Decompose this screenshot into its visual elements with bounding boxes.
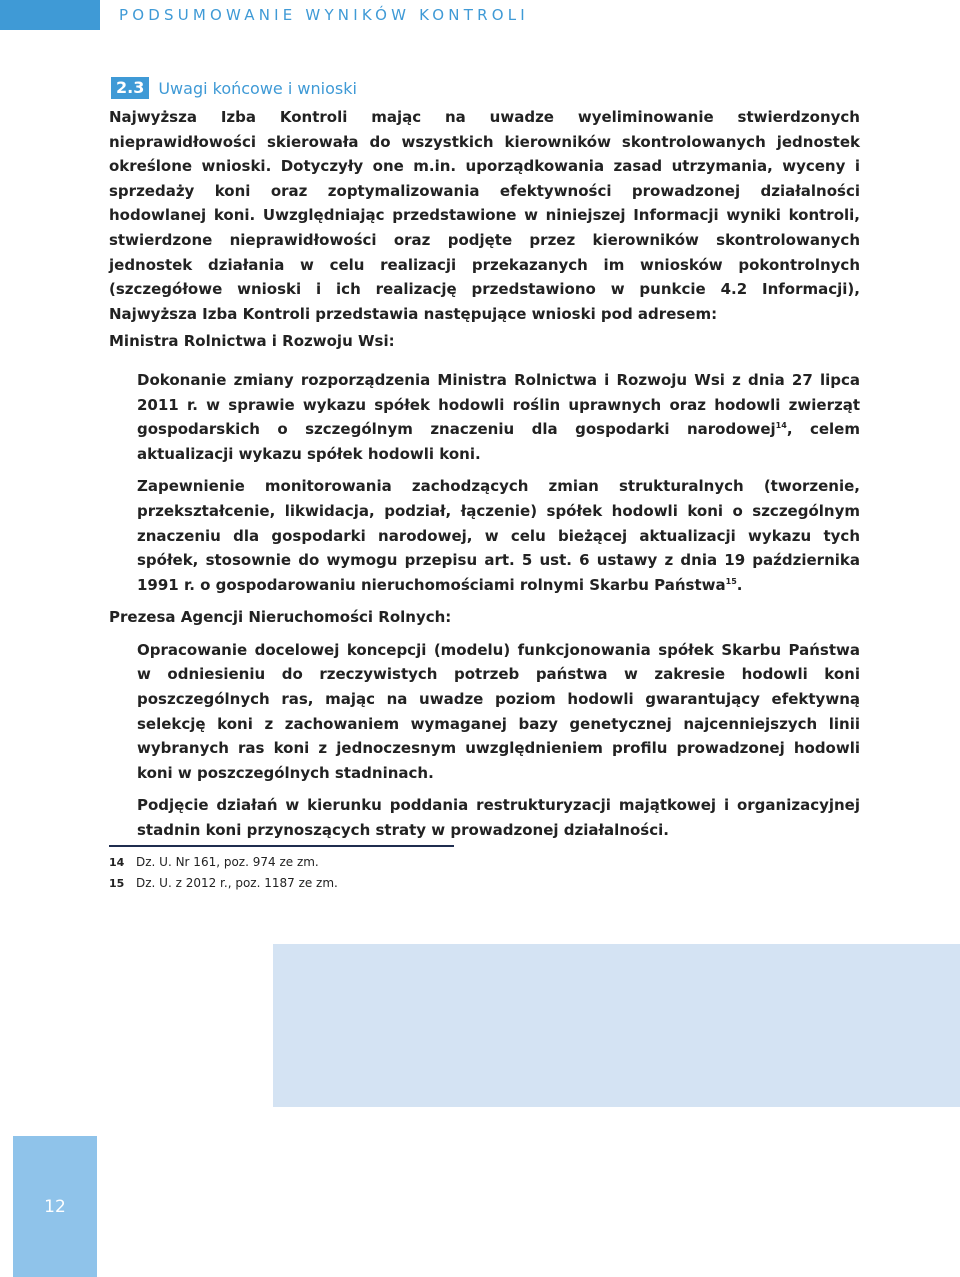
intro-part-a: Najwyższa Izba Kontroli mając na uwadze wyeliminowanie stwierdzonych nieprawidłowości skierowała do wszystkich kierowników skontrolowanych jednostek określone wnioski. Dotyczyły one m.in. uporządkowania zasad utrzymania, wyceny i sprzedaży koni oraz zoptymalizowania efektywności prowadzonej działalności hodowlanej koni.: [109, 108, 860, 225]
footnote-ref-15[interactable]: 15: [725, 576, 737, 586]
footnote-divider: [109, 845, 454, 847]
body-text: [109, 105, 860, 843]
footnote-15: 15 Dz. U. z 2012 r., poz. 1187 ze zm.: [109, 876, 338, 890]
intro-part-b: Uwzględniając przedstawione w niniejszej Informacji wyniki kontroli, stwierdzone nieprawidłowości oraz podjęte przez kierowników skontrolowanych jednostek działania w celu realizacji przekazanych im wniosków pokontrolnych (szczegółowe wnioski i ich realizację przedstawiono w punkcie 4.2 Informacji), Najwyższa Izba Kontroli przedstawia następujące wnioski pod adresem:: [109, 206, 860, 323]
section-number: 2.3: [111, 77, 149, 99]
page-number: 12: [13, 1136, 97, 1277]
running-header: PODSUMOWANIE WYNIKÓW KONTROLI: [119, 6, 529, 24]
addressee-minister: Ministra Rolnictwa i Rozwoju Wsi:: [109, 332, 395, 351]
section-title: Uwagi końcowe i wnioski: [158, 78, 357, 98]
footnote-14: 14 Dz. U. Nr 161, poz. 974 ze zm.: [109, 855, 319, 869]
recommendation-4: Podjęcie działań w kierunku poddania restrukturyzacji majątkowej i organizacyjnej stadnin koni przynoszących straty w prowadzonej działalności.: [137, 796, 860, 840]
header-accent-bar: [0, 0, 100, 30]
recommendation-1: Dokonanie zmiany rozporządzenia Ministra Rolnictwa i Rozwoju Wsi z dnia 27 lipca 2011 r. w sprawie wykazu spółek hodowli roślin uprawnych oraz hodowli zwierząt gospodarskich o szczególnym znaczeniu dla gospodarki narodowej$^{14}$, celem aktualizacji wykazu spółek hodowli koni.: [137, 370, 860, 463]
recommendation-2: Zapewnienie monitorowania zachodzących zmian strukturalnych (tworzenie, przekształcenie, likwidacja, podział, łączenie) spółek hodowli koni o szczególnym znaczeniu dla gospodarki narodowej, w celu bieżącej aktualizacji wykazu tych spółek, stosownie do wymogu przepisu art. 5 ust. 6 ustawy z dnia 19 października 1991 r. o gospodarowaniu nieruchomościami rolnymi Skarbu Państwa$^{15}$.: [137, 477, 860, 594]
footnotes: [109, 852, 338, 894]
footnote-ref-14[interactable]: 14: [775, 421, 787, 431]
decorative-blue-panel: [273, 944, 960, 1107]
addressee-agency: Prezesa Agencji Nieruchomości Rolnych:: [109, 608, 452, 627]
recommendation-3: Opracowanie docelowej koncepcji (modelu) funkcjonowania spółek Skarbu Państwa w odniesieniu do rzeczywistych potrzeb państwa w zakresie hodowli koni poszczególnych ras, mając na uwadze poziom hodowli gwarantujący efektywną selekcję koni z zachowaniem wymaganej bazy genetycznej najcenniejszych linii wybranych ras koni z jednoczesnym uwzględnieniem profilu prowadzonej hodowli koni w poszczególnych stadninach.: [137, 640, 860, 782]
section-heading: [111, 76, 357, 100]
intro-paragraph: [109, 105, 860, 326]
